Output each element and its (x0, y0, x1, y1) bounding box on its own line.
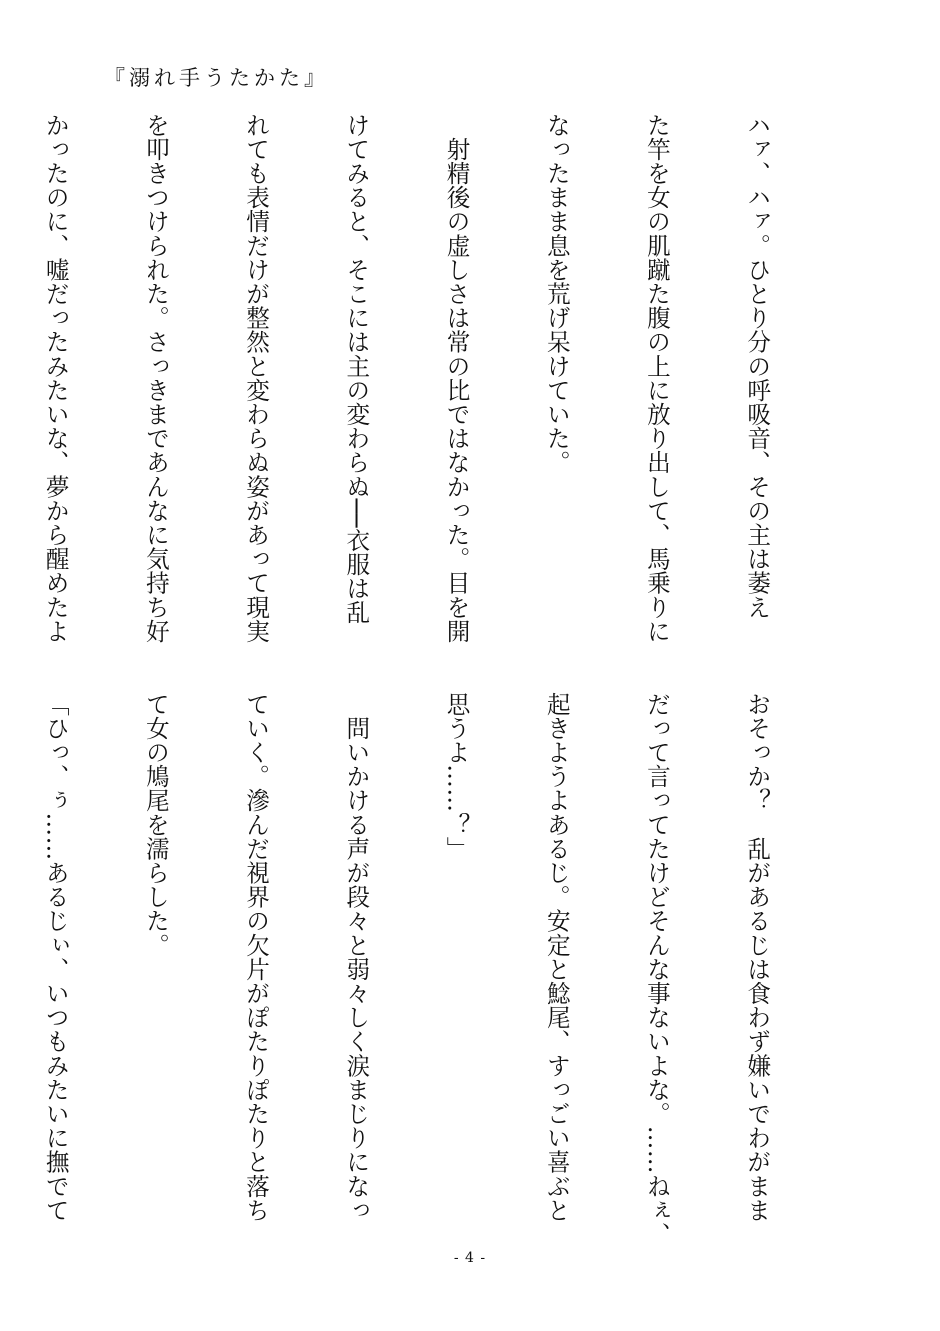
text-line: た竿を女の肌蹴た腹の上に放り出して、馬乗りに (642, 113, 671, 644)
text-line: れても表情だけが整然と変わらぬ姿があって現実 (242, 113, 271, 644)
text-line: 「ひっ、ぅ……あるじぃ、いつもみたいに撫でて (41, 692, 70, 1223)
text-line: 思うよ……？」 (442, 692, 471, 861)
text-line: 射精後の虚しさは常の比ではなかった。目を開 (442, 113, 471, 644)
text-line: 起きようよあるじ。安定と鯰尾、すっごい喜ぶと (542, 692, 571, 1223)
text-line: ていく。滲んだ視界の欠片がぽたりぽたりと落ち (242, 692, 271, 1223)
text-line: だって言ってたけどそんな事ないよな。……ねぇ、 (642, 692, 671, 1247)
upper-text-block (0, 113, 840, 673)
text-line: けてみると、そこには主の変わらぬ──衣服は乱 (342, 113, 371, 625)
text-line: を叩きつけられた。さっきまであんなに気持ち好 (141, 113, 170, 644)
text-line: かったのに、嘘だったみたいな、夢から醒めたよ (41, 113, 70, 644)
document-header-title: 『溺れ手うたかた』 (104, 66, 329, 90)
text-line: おそっか？ 乱があるじは食わず嫌いでわがまま (743, 692, 772, 1223)
lower-text-block (0, 692, 840, 1247)
page-number: - 4 - (453, 1250, 487, 1266)
text-line: 問いかける声が段々と弱々しく涙まじりになっ (342, 692, 371, 1223)
text-line: なったまま息を荒げ呆けていた。 (542, 113, 571, 475)
text-line: ハァ、ハァ。ひとり分の呼吸音、その主は萎え (743, 113, 772, 620)
text-line: て女の鳩尾を濡らした。 (141, 692, 170, 958)
